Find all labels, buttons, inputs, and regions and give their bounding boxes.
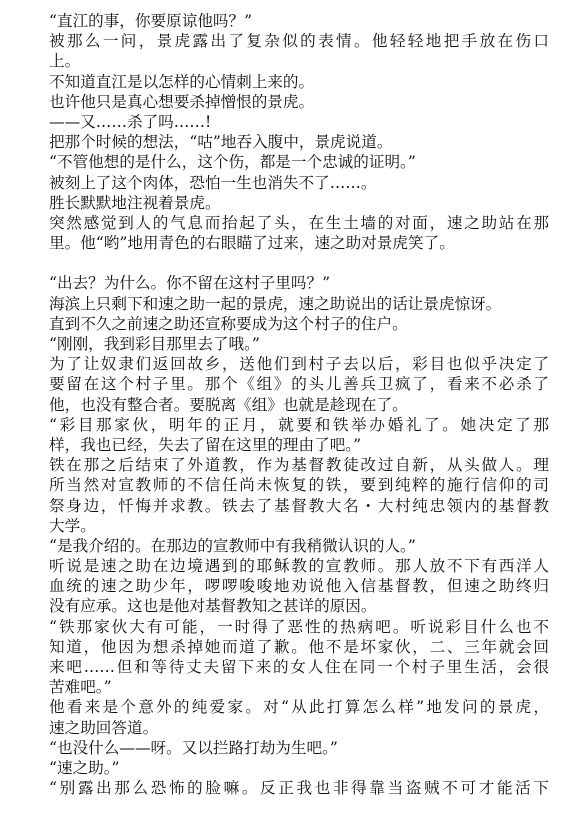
text-body [49, 11, 549, 798]
text-line: 被那么一问，景虎露出了复杂似的表情。他轻轻地把手放在伤口 [49, 32, 549, 51]
text-line: 祭身边，忏悔并求教。铁去了基督教大名・大村纯忠领内的基督教 [49, 496, 549, 515]
text-line: 要留在这个村子里。那个《组》的头儿善兵卫疯了，看来不必杀了 [49, 375, 549, 394]
paragraph-gap [49, 253, 549, 273]
text-line: 血统的速之助少年，啰啰唆唆地劝说他入信基督教，但速之助终归 [49, 577, 549, 596]
text-line: 直到不久之前速之助还宣称要成为这个村子的住户。 [49, 314, 408, 333]
text-line: 他看来是个意外的纯爱家。对“从此打算怎么样”地发问的景虎， [49, 698, 549, 717]
text-line: 也许他只是真心想要杀掉憎恨的景虎。 [49, 92, 315, 111]
text-line: “铁那家伙大有可能，一时得了恶性的热病吧。听说彩目什么也不 [49, 617, 549, 636]
text-line: 海滨上只剩下和速之助一起的景虎，速之助说出的话让景虎惊讶。 [49, 294, 502, 313]
text-line: “出去？为什么。你不留在这村子里吗？” [49, 274, 331, 293]
text-line: 被刻上了这个肉体，恐怕一生也消失不了……。 [49, 173, 377, 192]
text-line: 大学。 [49, 516, 96, 535]
text-line: “刚刚，我到彩目那里去了哦。” [49, 335, 260, 353]
text-line: 他，也没有整合者。要脱离《组》也就是趁现在了。 [49, 395, 408, 414]
text-line: “速之助。” [49, 758, 120, 777]
text-line: 来吧……但和等待丈夫留下来的女人住在同一个村子里生活，会很 [49, 658, 549, 676]
text-line: 所当然对宣教师的不信任尚未恢复的铁，要到纯粹的施行信仰的司 [49, 476, 549, 495]
text-line: 里。他“哟”地用青色的右眼瞄了过来，速之助对景虎笑了。 [49, 234, 455, 253]
text-line: 不知道直江是以怎样的心情刺上来的。 [49, 72, 315, 91]
text-line: 突然感觉到人的气息而抬起了头，在生土墙的对面，速之助站在那 [49, 213, 549, 232]
text-line: “直江的事，你要原谅他吗？” [49, 12, 253, 30]
text-line: “不管他想的是什么，这个伤，都是一个忠诚的证明。” [49, 153, 416, 172]
text-line: 铁在那之后结束了外道教，作为基督教徒改过自新，从头做人。理 [49, 456, 549, 475]
text-line: 知道，他因为想杀掉她而道了歉。他不是坏家伙，二、三年就会回 [49, 637, 549, 656]
text-line: 胜长默默地注视着景虎。 [49, 193, 221, 212]
text-line: 速之助回答道。 [49, 718, 159, 737]
text-line: 样，我也已经，失去了留在这里的理由了吧。” [49, 435, 362, 454]
text-line: 听说是速之助在边境遇到的耶稣教的宣教师。那人放不下有西洋人 [49, 557, 549, 576]
text-line: “也没什么——呀。又以拦路打劫为生吧。” [49, 738, 338, 757]
text-line: 把那个时候的想法，“咕”地吞入腹中，景虎说道。 [49, 133, 393, 152]
text-line: ——又……杀了吗……! [49, 112, 212, 131]
text-line: 没有应承。这也是他对基督教知之甚详的原因。 [49, 597, 377, 616]
text-line: 为了让奴隶们返回故乡，送他们到村子去以后，彩目也似乎决定了 [49, 355, 549, 374]
text-line: “别露出那么恐怖的脸嘛。反正我也非得靠当盗贼不可才能活下 [49, 779, 549, 798]
text-line: “是我介绍的。在那边的宣教师中有我稍微认识的人。” [49, 536, 416, 555]
text-line: 上。 [49, 52, 81, 71]
text-line: “彩目那家伙，明年的正月，就要和铁举办婚礼了。她决定了那 [49, 415, 549, 434]
text-line: 苦难吧。” [49, 678, 112, 697]
